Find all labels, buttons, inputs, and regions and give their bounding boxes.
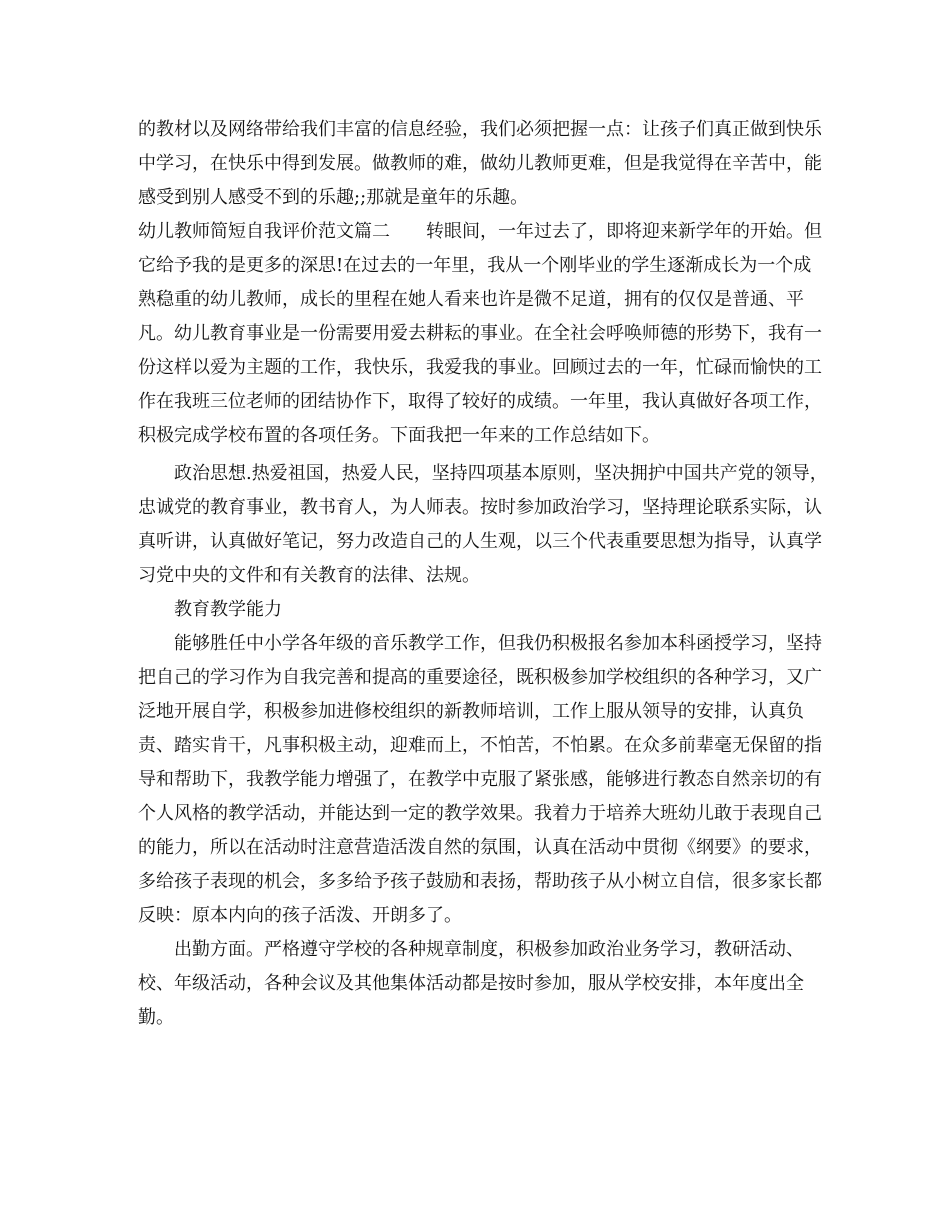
paragraph-continuation: 的教材以及网络带给我们丰富的信息经验，我们必须把握一点：让孩子们真正做到快乐中学习，在快乐中得到发展。做教师的难，做幼儿教师更难，但是我觉得在辛苦中，能感受到别人感受不到的乐趣;;那就是童年的乐趣。 <box>138 119 822 208</box>
paragraph-attendance: 出勤方面。严格遵守学校的各种规章制度，积极参加政治业务学习，教研活动、校、年级活动，各种会议及其他集体活动都是按时参加，服从学校安排，本年度出全勤。 <box>138 939 804 1028</box>
heading-teaching-ability: 教育教学能力 <box>174 599 282 620</box>
paragraph-political-thought: 政治思想.热爱祖国，热爱人民，坚持四项基本原则，坚决拥护中国共产党的领导，忠诚党的教育事业，教书育人，为人师表。按时参加政治学习，坚持理论联系实际，认真听讲，认真做好笔记，努力改造自己的人生观，以三个代表重要思想为指导，认真学习党中央的文件和有关教育的法律、法规。 <box>138 463 828 586</box>
paragraph-section-two-intro: 幼儿教师简短自我评价范文篇二 转眼间，一年过去了，即将迎来新学年的开始。但它给予我的是更多的深思!在过去的一年里，我从一个刚毕业的学生逐渐成长为一个成熟稳重的幼儿教师，成长的里程在她人看来也许是微不足道，拥有的仅仅是普通、平凡。幼儿教育事业是一份需要用爱去耕耘的事业。在全社会呼唤师德的形势下，我有一份这样以爱为主题的工作，我快乐，我爱我的事业。回顾过去的一年，忙碌而愉快的工作在我班三位老师的团结协作下，取得了较好的成绩。一年里，我认真做好各项工作，积极完成学校布置的各项任务。下面我把一年来的工作总结如下。 <box>138 221 822 446</box>
document-body <box>138 113 828 1035</box>
paragraph-teaching-ability: 能够胜任中小学各年级的音乐教学工作，但我仍积极报名参加本科函授学习，坚持把自己的学习作为自我完善和提高的重要途径，既积极参加学校组织的各种学习，又广泛地开展自学，积极参加进修校组织的新教师培训，工作上服从领导的安排，认真负责、踏实肯干，凡事积极主动，迎难而上，不怕苦，不怕累。在众多前辈毫无保留的指导和帮助下，我教学能力增强了，在教学中克服了紧张感，能够进行教态自然亲切的有个人风格的教学活动，并能达到一定的教学效果。我着力于培养大班幼儿敢于表现自己的能力，所以在活动时注意营造活泼自然的氛围，认真在活动中贯彻《纲要》的要求，多给孩子表现的机会，多多给予孩子鼓励和表扬，帮助孩子从小树立自信，很多家长都反映：原本内向的孩子活泼、开朗多了。 <box>138 633 822 926</box>
